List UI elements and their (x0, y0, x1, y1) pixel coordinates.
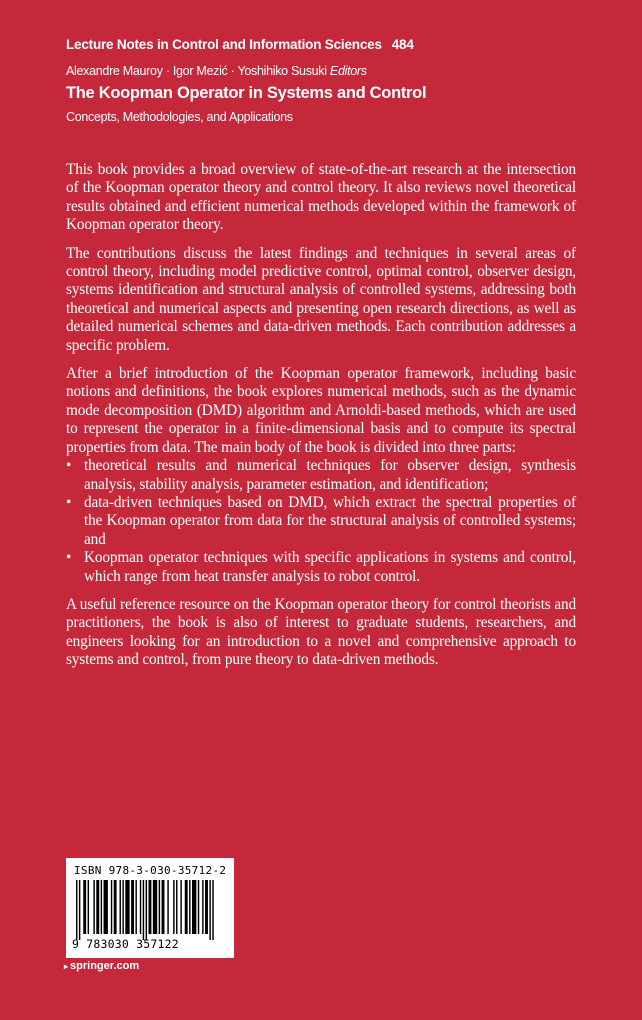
barcode-bar (173, 880, 174, 934)
barcode-bar (93, 880, 94, 934)
isbn-label: ISBN 978-3-030-35712-2 (74, 864, 227, 877)
barcode-bar (135, 880, 136, 934)
blurb-paragraph-1: This book provides a broad overview of state-of-the-art research at the intersection of the Koopman operator theory and control theory. It also reviews novel theoretical results obtained and efficient numerical methods developed within the framework of Koopman operator theory. (66, 161, 576, 234)
barcode-bar (180, 880, 181, 934)
barcode-bar (101, 880, 102, 934)
barcode-bars (66, 880, 234, 940)
barcode-bar (167, 880, 168, 934)
barcode-bar (96, 880, 99, 934)
barcode-bar (120, 880, 121, 934)
barcode-bar (162, 880, 165, 934)
list-item-text: data-driven techniques based on DMD, which extract the spectral properties of the Koopman operator from data for the structural analysis of controlled systems; and (84, 493, 576, 548)
barcode-bar (76, 880, 77, 940)
barcode-bar (122, 880, 123, 934)
barcode-bar (176, 880, 177, 934)
barcode-bar (140, 880, 141, 934)
barcode-bar (131, 880, 134, 934)
list-item (66, 549, 576, 586)
blurb-paragraph-2: The contributions discuss the latest findings and techniques in several areas of control theory, including model predictive control, optimal control, observer design, systems identification and structural analysis of controlled systems, addressing both theoretical and numerical aspects and presenting open research directions, as well as detailed numerical schemes and data-driven methods. Each contribution addresses a specific problem. (66, 244, 576, 354)
barcode-bar (83, 880, 86, 934)
barcode-bar (205, 880, 208, 934)
bullet-icon: • (66, 457, 72, 475)
blurb-paragraph-4: A useful reference resource on the Koopman operator theory for control theorists and practitioners, the book is also of interest to graduate students, researchers, and engineers looking for an introduction to a novel and comprehensive approach to systems and control, from pure theory to data-driven methods. (66, 595, 576, 669)
list-item (66, 457, 576, 494)
editor-names: Alexandre Mauroy · Igor Mezić · Yoshihiko Susuki (66, 64, 327, 78)
list-item-text: theoretical results and numerical techniques for observer design, synthesis analysis, stability analysis, parameter estimation, and identification; (84, 457, 576, 493)
barcode-digits: 9 783030 357122 (72, 937, 179, 951)
bullet-icon: • (66, 549, 72, 567)
series-number: 484 (391, 37, 414, 52)
barcode-bar (146, 880, 147, 940)
barcode-bar (114, 880, 117, 934)
barcode-bar (159, 880, 160, 934)
editors-line (66, 64, 367, 78)
list-item (66, 494, 576, 549)
barcode-bar (88, 880, 89, 934)
barcode-bar (189, 880, 190, 934)
blurb-text (66, 161, 576, 680)
book-subtitle: Concepts, Methodologies, and Applications (66, 110, 293, 124)
editors-role: Editors (329, 64, 367, 78)
series-line (66, 37, 414, 52)
barcode-bar (192, 880, 196, 934)
barcode-bar (212, 880, 213, 940)
series-name: Lecture Notes in Control and Information Sciences (66, 37, 382, 52)
barcode-bar (202, 880, 203, 934)
arrow-right-icon: ▸ (64, 962, 69, 971)
barcode-bar (149, 880, 152, 934)
barcode-bar (185, 880, 188, 934)
book-title: The Koopman Operator in Systems and Control (66, 84, 427, 102)
barcode-bar (153, 880, 157, 934)
barcode-bar (198, 880, 199, 934)
barcode-bar (111, 880, 112, 934)
barcode-bar (209, 880, 210, 940)
bullet-icon: • (66, 493, 72, 511)
list-item-text: Koopman operator techniques with specific applications in systems and control, which range from heat transfer analysis to robot control. (84, 549, 576, 585)
barcode-bar (125, 880, 129, 934)
parts-list (66, 457, 576, 586)
barcode-bar (79, 880, 80, 940)
isbn-barcode (66, 858, 234, 958)
barcode-bar (104, 880, 108, 934)
barcode-bar (143, 880, 144, 940)
publisher-url: springer.com (70, 960, 140, 972)
blurb-paragraph-3: After a brief introduction of the Koopman operator framework, including basic notions and definitions, the book explores numerical methods, such as the dynamic mode decomposition (DMD) algorithm and Arnoldi-based methods, which are used to represent the operator in a finite-dimensional basis and to compute its spectral properties from data. The main body of the book is divided into three parts: (66, 365, 576, 456)
publisher-link[interactable] (64, 960, 139, 972)
